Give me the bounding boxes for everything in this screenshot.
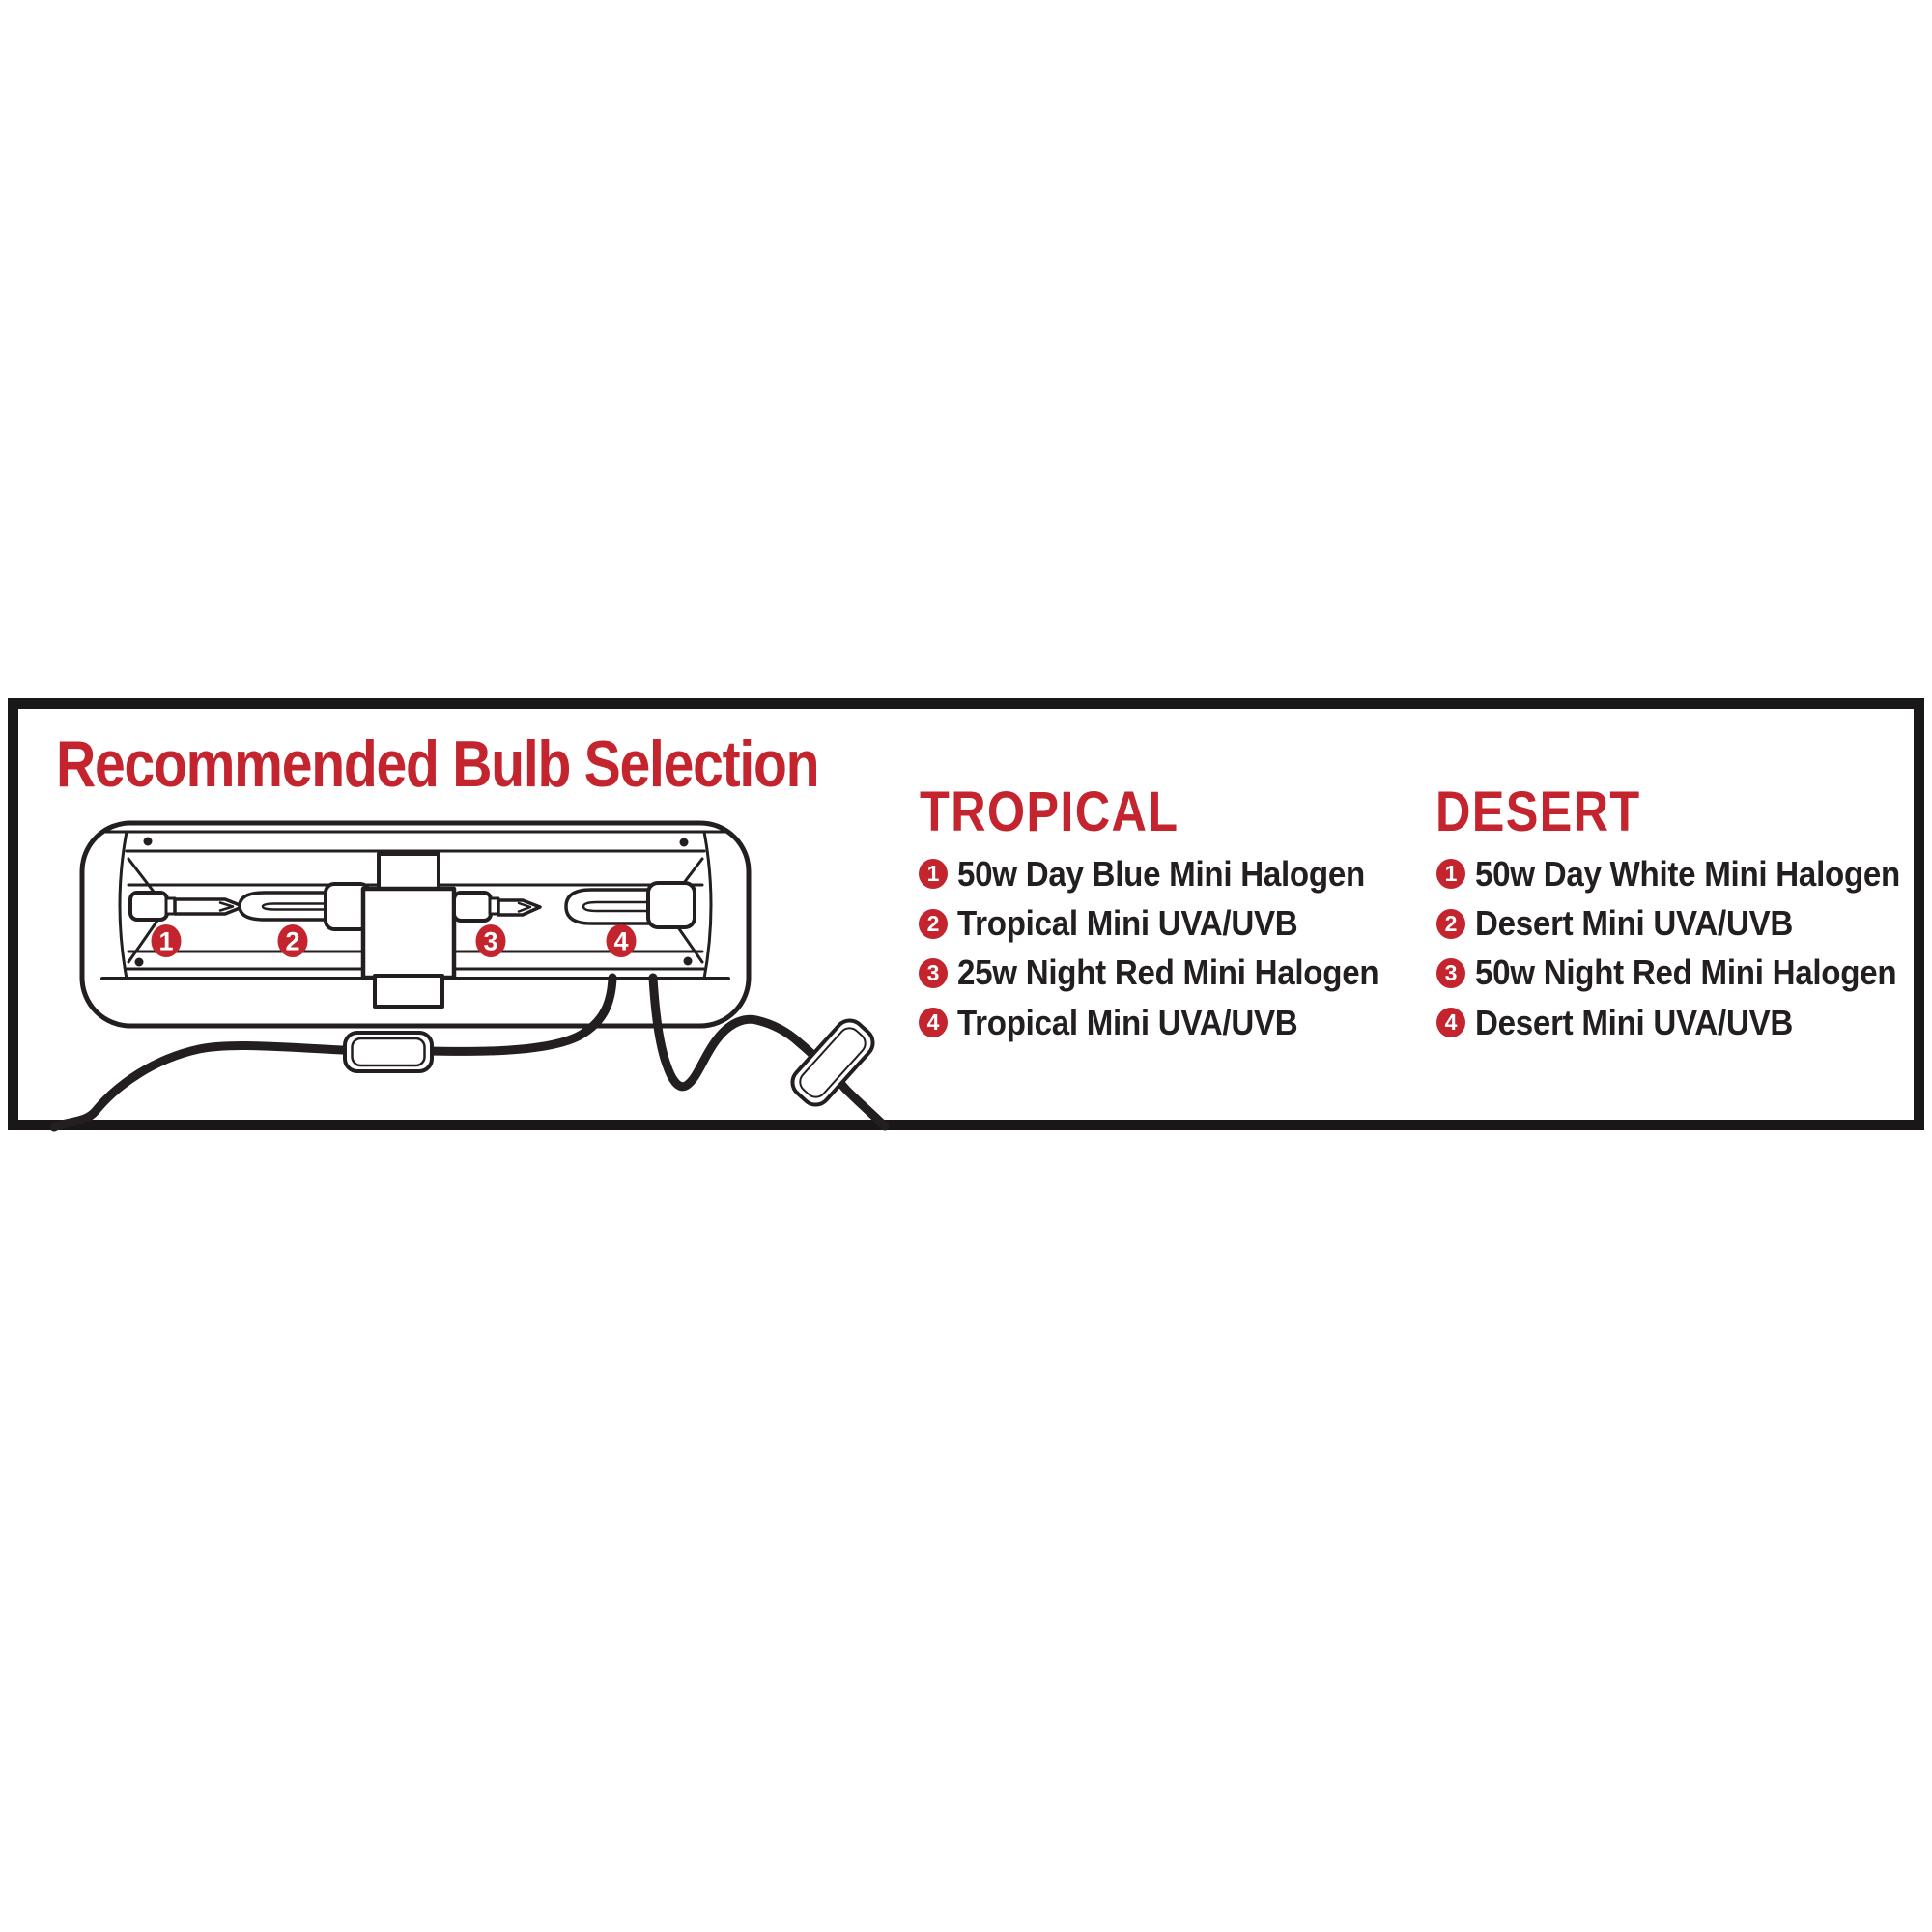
list-item [1436, 949, 1932, 998]
screw-dot [135, 958, 144, 967]
list-item [1436, 849, 1932, 898]
list-item [919, 998, 1415, 1047]
list-item [919, 898, 1415, 948]
item-number-badge: 3 [1436, 958, 1465, 988]
screw-dot [680, 838, 689, 847]
screw-dot [144, 838, 153, 846]
desert-bulb-list [1436, 849, 1932, 1048]
item-text: 50w Night Red Mini Halogen [1475, 952, 1897, 993]
inline-switch [345, 1033, 432, 1071]
tropical-column-heading: TROPICAL [920, 781, 1179, 843]
item-text: 50w Day White Mini Halogen [1475, 853, 1901, 894]
item-text: Tropical Mini UVA/UVB [957, 903, 1298, 944]
center-junction-box [363, 854, 454, 1007]
item-number-badge: 1 [1436, 859, 1465, 889]
item-number-badge: 3 [919, 958, 948, 988]
power-plug [786, 1014, 878, 1110]
list-item [919, 849, 1415, 898]
badge-2-label: 2 [285, 926, 300, 956]
item-number-badge: 2 [1436, 909, 1465, 939]
item-text: Tropical Mini UVA/UVB [957, 1002, 1298, 1042]
list-item [1436, 998, 1932, 1047]
fixture-diagram [0, 792, 966, 1179]
item-number-badge: 4 [1436, 1008, 1465, 1037]
item-text: Desert Mini UVA/UVB [1475, 903, 1794, 944]
badge-1-label: 1 [158, 926, 174, 956]
item-text: 50w Day Blue Mini Halogen [957, 853, 1365, 894]
item-number-badge: 1 [919, 859, 948, 889]
list-item [1436, 898, 1932, 948]
list-item [919, 949, 1415, 998]
desert-column-heading: DESERT [1435, 781, 1641, 843]
item-text: Desert Mini UVA/UVB [1475, 1002, 1794, 1042]
item-number-badge: 4 [919, 1008, 948, 1037]
page-title: Recommended Bulb Selection [56, 727, 819, 801]
tropical-bulb-list [919, 849, 1415, 1048]
badge-4-label: 4 [613, 926, 629, 956]
screw-dot [684, 957, 693, 966]
badge-3-label: 3 [483, 926, 498, 956]
bulb-4-uvb-tube [566, 883, 695, 927]
item-text: 25w Night Red Mini Halogen [957, 952, 1379, 993]
item-number-badge: 2 [919, 909, 948, 939]
